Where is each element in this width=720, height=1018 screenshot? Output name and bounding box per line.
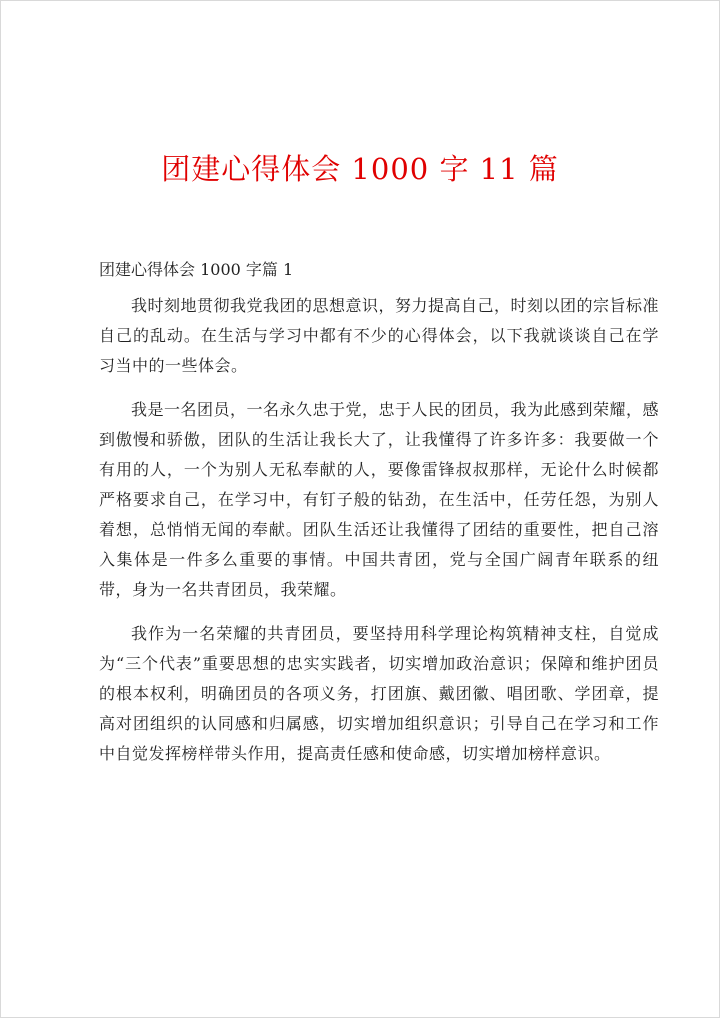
document-body [99, 291, 659, 783]
paragraph-2: 我是一名团员，一名永久忠于党，忠于人民的团员，我为此感到荣耀，感到傲慢和骄傲，团队的生活让我长大了，让我懂得了许多许多：我要做一个有用的人，一个为别人无私奉献的人，要像雷锋叔叔那样，无论什么时候都严格要求自己，在学习中，有钉子般的钻劲，在生活中，任劳任怨，为别人着想，总悄悄无闻的奉献。团队生活还让我懂得了团结的重要性，把自己溶入集体是一件多么重要的事情。中国共青团，党与全国广阔青年联系的纽带，身为一名共青团员，我荣耀。 [99, 400, 660, 599]
paragraph-1: 我时刻地贯彻我党我团的思想意识，努力提高自己，时刻以团的宗旨标准自己的乱动。在生活与学习中都有不少的心得体会，以下我就谈谈自己在学习当中的一些体会。 [99, 296, 660, 375]
section-heading: 团建心得体会 1000 字篇 1 [99, 260, 294, 279]
paragraph-3: 我作为一名荣耀的共青团员，要坚持用科学理论构筑精神支柱，自觉成为“三个代表”重要思想的忠实实践者，切实增加政治意识；保障和维护团员的根本权利，明确团员的各项义务，打团旗、戴团徽、唱团歌、学团章，提高对团组织的认同感和归属感，切实增加组织意识；引导自己在学习和工作中自觉发挥榜样带头作用，提高责任感和使命感，切实增加榜样意识。 [99, 624, 659, 763]
document-title: 团建心得体会 1000 字 11 篇 [161, 152, 559, 186]
